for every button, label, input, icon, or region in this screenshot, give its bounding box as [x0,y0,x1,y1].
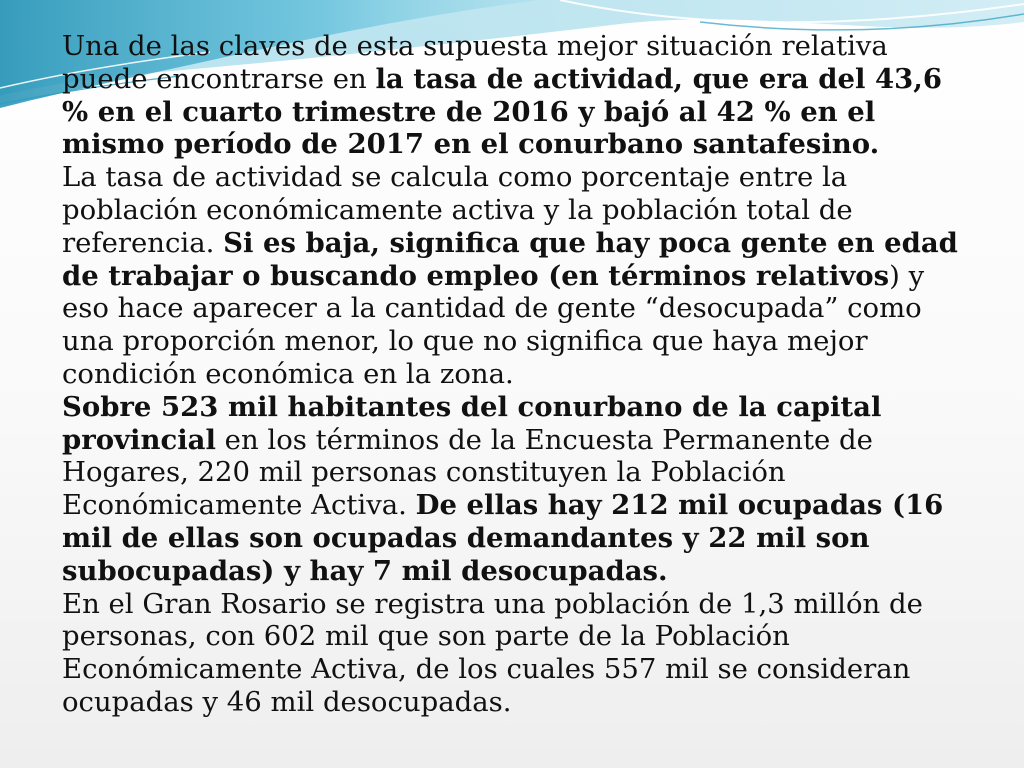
text-segment: en los términos de la Encuesta Permanente de Hogares, 220 mil personas constituyen la Población Económicamente Activa. [62,423,873,522]
text-segment-bold: la tasa de actividad, que era del 43,6 % en el cuarto trimestre de 2016 y bajó al 42 % en el mismo período de 2017 en el conurbano santafesino. [62,62,942,161]
text-segment: Una de las claves de esta supuesta mejor situación relativa puede encontrarse en [62,30,888,95]
text-segment-bold: De ellas hay 212 mil ocupadas (16 mil de ellas son ocupadas demandantes y 22 mil son subocupadas) y hay 7 mil desocupadas. [62,489,944,587]
text-segment: ) y eso hace aparecer a la cantidad de gente “desocupada” como una proporción menor, lo que no significa que haya mejor condición económica en la zona. [62,259,925,390]
text-segment-bold: Si es baja, significa que hay poca gente en edad de trabajar o buscando empleo (en términos relativos [62,226,958,292]
text-segment: En el Gran Rosario se registra una población de 1,3 millón de personas, con 602 mil que son parte de la Población Económicamente Activa, de los cuales 557 mil se consideran ocupadas y 46 mil desocupadas. [62,587,923,718]
slide-body [62,30,962,719]
text-segment-bold: Sobre 523 mil habitantes del conurbano de la capital provincial [62,390,882,456]
text-segment: La tasa de actividad se calcula como porcentaje entre la población económicamente activa y la población total de referencia. [62,161,853,259]
paragraph-definicion [62,161,962,391]
paragraph-conurbano [62,391,962,588]
paragraph-gran-rosario [62,588,962,719]
paragraph-tasa-actividad [62,30,962,161]
